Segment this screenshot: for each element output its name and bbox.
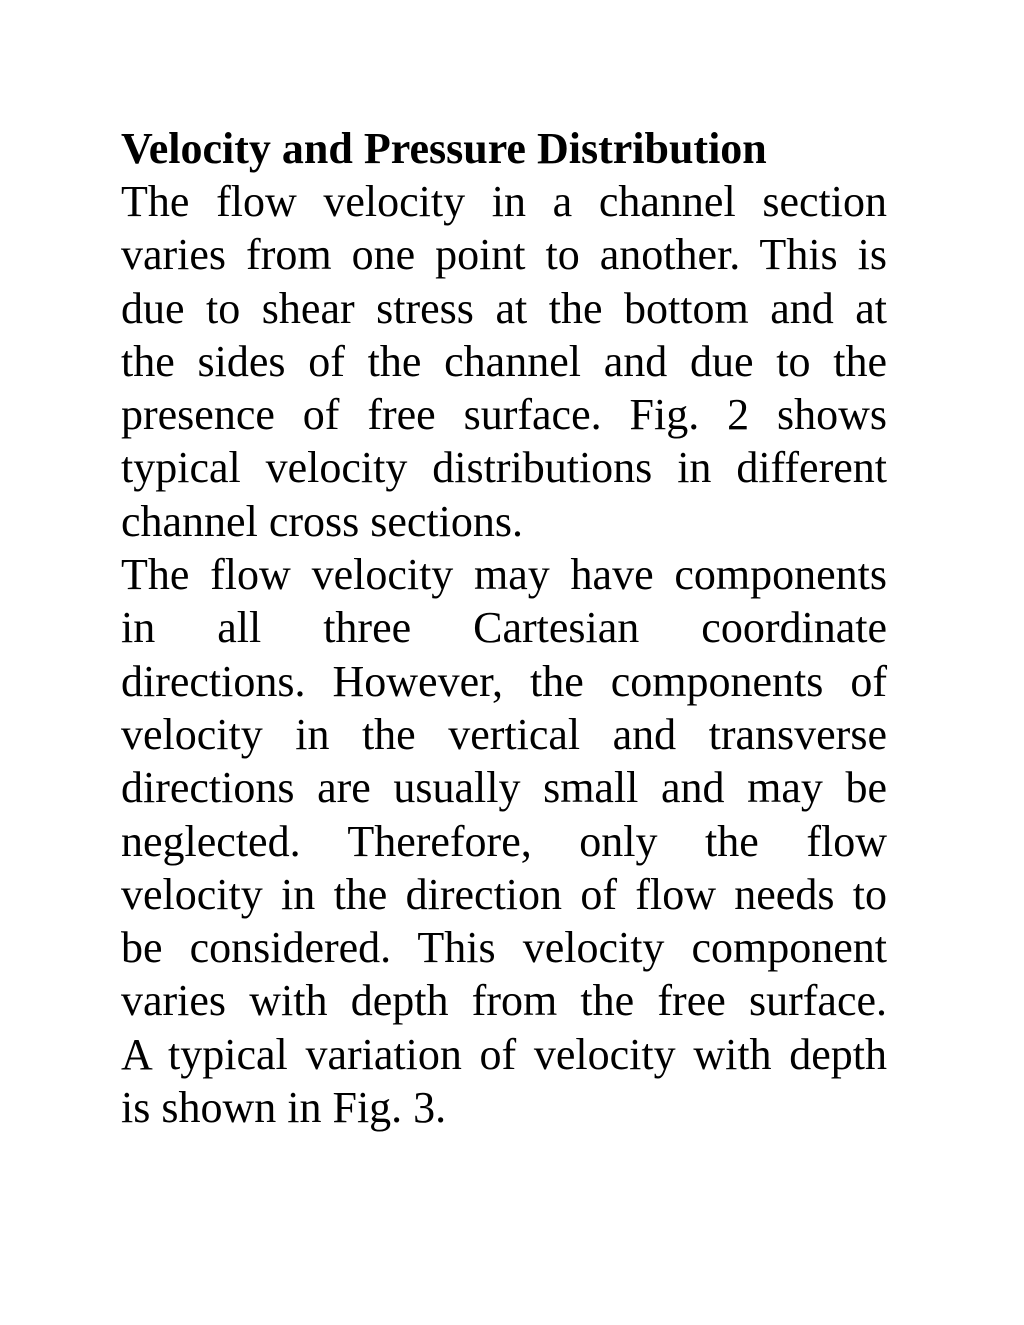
text-line: directions. However, the components of — [121, 656, 887, 706]
text-line: directions are usually small and may be — [121, 763, 887, 813]
text-line: due to shear stress at the bottom and at — [121, 283, 887, 333]
paragraph-2 — [121, 548, 887, 1134]
document-page — [121, 122, 887, 1134]
text-line: channel cross sections. — [121, 496, 523, 546]
text-line: The flow velocity may have components — [121, 550, 887, 600]
text-line: varies with depth from the free surface. — [121, 976, 887, 1026]
text-line: typical velocity distributions in different — [121, 443, 887, 493]
text-line: neglected. Therefore, only the flow — [121, 816, 887, 866]
paragraph-1 — [121, 175, 887, 548]
text-line: be considered. This velocity component — [121, 923, 887, 973]
text-line: in all three Cartesian coordinate — [121, 603, 887, 653]
text-line: The flow velocity in a channel section — [121, 177, 887, 226]
text-line: is shown in Fig. 3. — [121, 1083, 447, 1133]
text-line: velocity in the vertical and transverse — [121, 709, 887, 759]
text-line: the sides of the channel and due to the — [121, 336, 887, 386]
section-heading: Velocity and Pressure Distribution — [121, 124, 767, 173]
text-line: presence of free surface. Fig. 2 shows — [121, 390, 887, 440]
text-line: velocity in the direction of flow needs to — [121, 869, 887, 919]
text-line: varies from one point to another. This is — [121, 230, 887, 280]
text-line: A typical variation of velocity with depth — [121, 1029, 887, 1079]
